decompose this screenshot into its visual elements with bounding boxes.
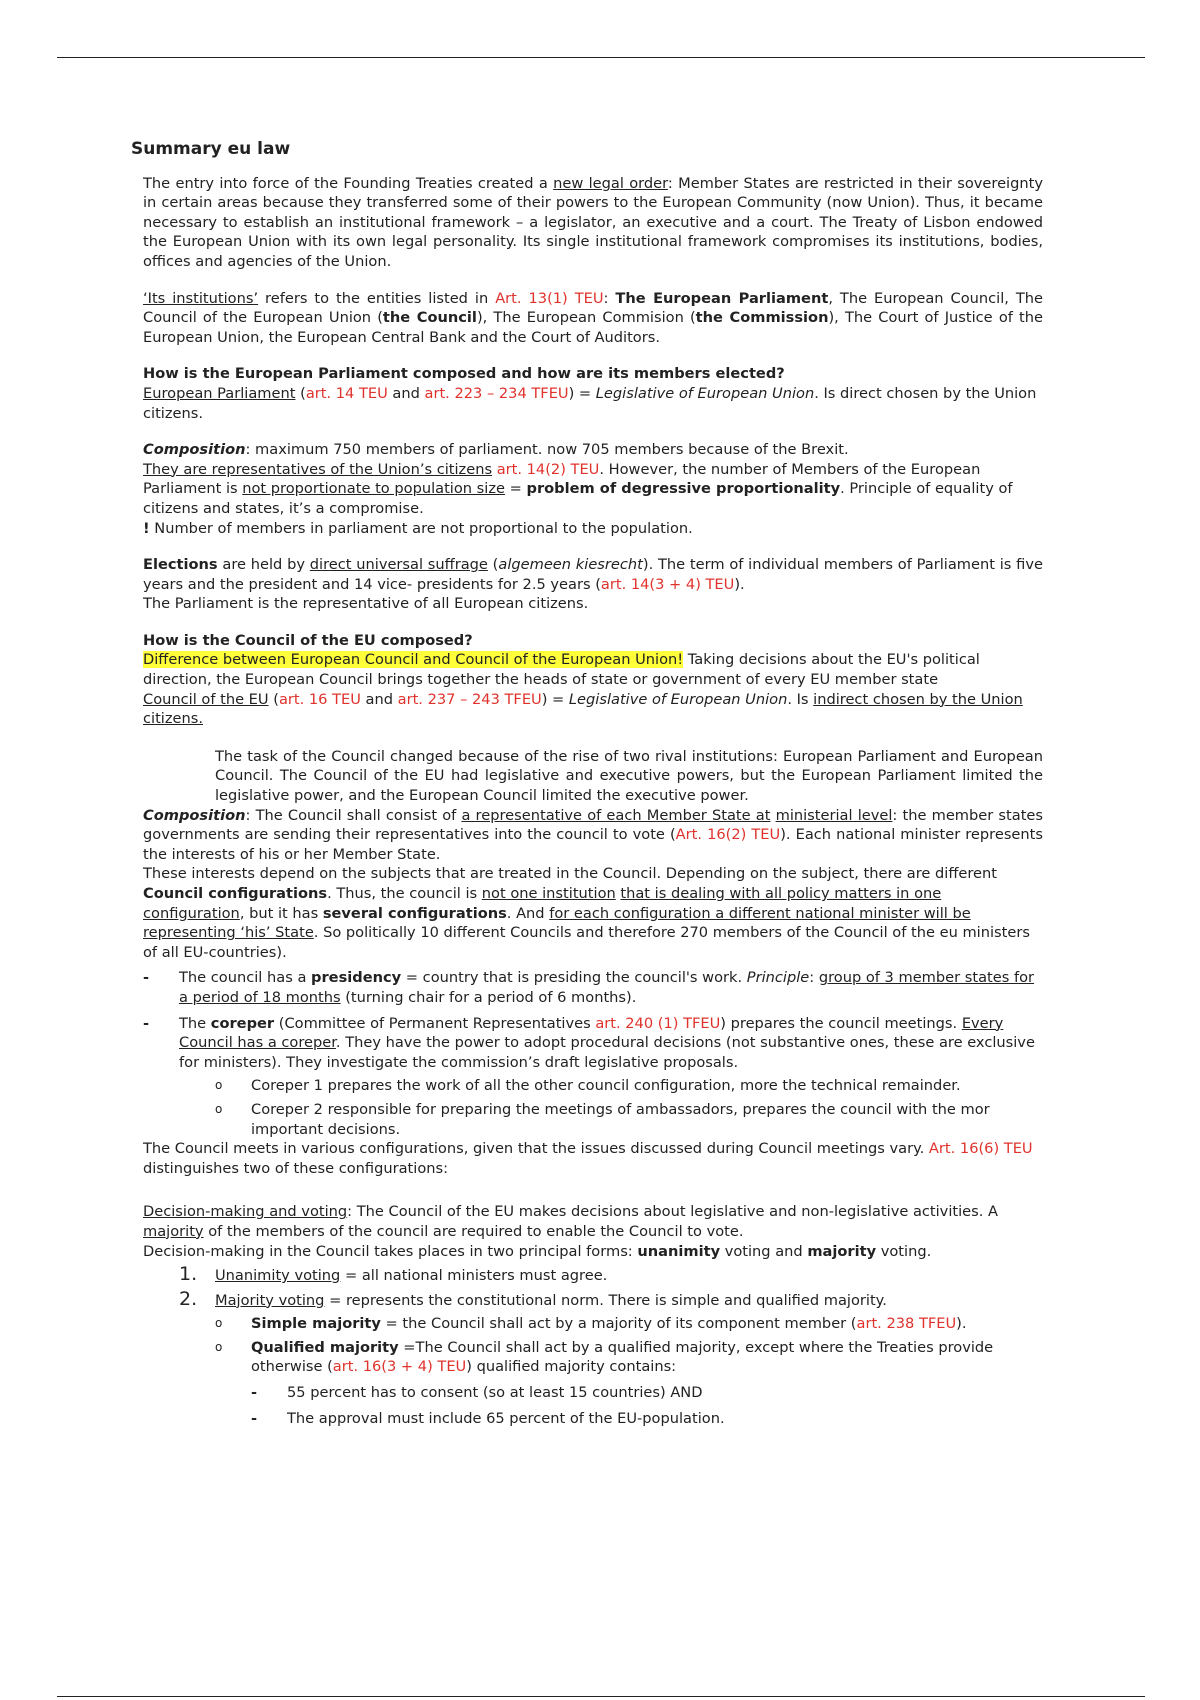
list-item xyxy=(215,1076,1043,1096)
list-item xyxy=(143,968,1043,1007)
qualified-majority-text: Qualified majority =The Council shall act by a qualified majority, except where the Treaties provide otherwise (art. 16(3 + 4) TEU) qualified majority contains: xyxy=(251,1338,994,1376)
condition-2-text: The approval must include 65 percent of the EU-population. xyxy=(287,1409,725,1427)
ep-representative-line: The Parliament is the representative of all European citizens. xyxy=(143,595,589,613)
council-question-heading: How is the Council of the EU composed? xyxy=(143,631,473,649)
council-task-block: The task of the Council changed because of the rise of two rival institutions: European Parliament and European Council. The Council of the EU had legislative and executive powers, but the European Parliament limited the legislative power, and the European Council limited the executive power. xyxy=(215,747,1043,805)
list-number: 2. xyxy=(179,1287,198,1310)
list-item xyxy=(179,1265,1043,1286)
council-definition: Council of the EU (art. 16 TEU and art. 237 – 243 TFEU) = Legislative of European Union. Is indirect chosen by the Union citizens. xyxy=(143,690,1023,728)
coreper-text: The coreper (Committee of Permanent Representatives art. 240 (1) TFEU) prepares the council meetings. Every Council has a coreper. They have the power to adopt procedural decisions (not substantive ones, these are exclusive for ministers). They investigate the commission’s draft legislative proposals. xyxy=(179,1014,1035,1071)
circle-bullet: o xyxy=(215,1078,223,1093)
council-configurations: These interests depend on the subjects that are treated in the Council. Depending on the subject, there are different Council configurations. Thus, the council is not one institution that is dealing with all policy matters in one configuration, but it has several configurations. And for each configuration a different national minister will be representing ‘his’ State. So politically 10 different Councils and therefore 270 members of the Council of the eu ministers of all EU-countries). xyxy=(143,865,1030,961)
circle-bullet: o xyxy=(215,1101,223,1116)
circle-bullet: o xyxy=(215,1339,223,1354)
bottom-rule xyxy=(57,1696,1145,1697)
decision-forms: Decision-making in the Council takes places in two principal forms: unanimity voting and majority voting. xyxy=(143,1242,932,1260)
intro-paragraph: The entry into force of the Founding Treaties created a new legal order: Member States are restricted in their sovereignty in certain areas because they transferred some of their powers to the European Community (now Union). Thus, it became necessary to establish an institutional framework – a legislator, an executive and a court. The Treaty of Lisbon endowed the European Union with its own legal personality. Its single institutional framework compromises its institutions, bodies, offices and agencies of the Union. xyxy=(143,174,1043,270)
list-item xyxy=(179,1287,1043,1311)
list-item xyxy=(143,1014,1043,1073)
list-item xyxy=(251,1383,1043,1403)
condition-1-text: 55 percent has to consent (so at least 15 countries) AND xyxy=(287,1384,703,1402)
ep-proportion-note: ! Number of members in parliament are not proportional to the population. xyxy=(143,519,693,537)
coreper-2-text: Coreper 2 responsible for preparing the meetings of ambassadors, prepares the council with the mor important decisions. xyxy=(251,1100,990,1138)
list-number: 1. xyxy=(179,1263,198,1286)
top-rule xyxy=(57,57,1145,58)
decision-making: Decision-making and voting: The Council of the EU makes decisions about legislative and non-legislative activities. A majority of the members of the council are required to enable the Council to vote. xyxy=(143,1203,998,1240)
list-item xyxy=(215,1338,1043,1377)
majority-text: Majority voting = represents the constitutional norm. There is simple and qualified majority. xyxy=(215,1291,887,1309)
council-difference: Difference between European Council and Council of the European Union! Taking decisions about the EU's political direction, the European Council brings together the heads of state or government of every EU member state xyxy=(143,651,980,689)
unanimity-text: Unanimity voting = all national ministers must agree. xyxy=(215,1267,608,1285)
presidency-text: The council has a presidency = country that is presiding the council's work. Principle: group of 3 member states for a period of 18 months (turning chair for a period of 6 months). xyxy=(179,969,1035,1006)
ep-question-heading: How is the European Parliament composed and how are its members elected? xyxy=(143,365,785,383)
list-item xyxy=(215,1314,1043,1334)
ep-elections: Elections are held by direct universal suffrage (algemeen kiesrecht). The term of individual members of Parliament is five years and the president and 14 vice- presidents for 2.5 years (art. 14(3 + 4) TEU). xyxy=(143,556,1043,593)
simple-majority-text: Simple majority = the Council shall act by a majority of its component member (art. 238 TFEU). xyxy=(251,1315,967,1333)
council-composition: Composition: The Council shall consist of a representative of each Member State at ministerial level: the member states governments are sending their representatives into the council to vote (Art. 16(2) TEU). Each national minister represents the interests of his or her Member State. xyxy=(143,806,1044,863)
list-item xyxy=(215,1100,1043,1139)
dash-bullet: - xyxy=(143,969,150,987)
highlighted-text: Difference between European Council and Council of the European Union! xyxy=(143,651,684,669)
ep-composition: Composition: maximum 750 members of parliament. now 705 members because of the Brexit. xyxy=(143,441,849,459)
dash-bullet: - xyxy=(251,1409,258,1427)
coreper-1-text: Coreper 1 prepares the work of all the other council configuration, more the technical remainder. xyxy=(251,1077,961,1095)
circle-bullet: o xyxy=(215,1316,223,1331)
list-item xyxy=(251,1409,1043,1429)
page-title: Summary eu law xyxy=(131,139,291,159)
council-meets: The Council meets in various configurations, given that the issues discussed during Council meetings vary. Art. 16(6) TEU distinguishes two of these configurations: xyxy=(143,1140,1033,1177)
ep-representatives: They are representatives of the Union’s citizens art. 14(2) TEU. However, the number of Members of the European Parliament is not proportionate to population size = problem of degressive proportionality. Principle of equality of citizens and states, it’s a compromise. xyxy=(143,460,1013,517)
ep-definition: European Parliament (art. 14 TEU and art. 223 – 234 TFEU) = Legislative of European Union. Is direct chosen by the Union citizens. xyxy=(143,384,1037,422)
dash-bullet: - xyxy=(251,1384,258,1402)
document-body xyxy=(131,139,1044,1428)
dash-bullet: - xyxy=(143,1014,150,1032)
institutions-paragraph: ‘Its institutions’ refers to the entities listed in Art. 13(1) TEU: The European Parliament, The European Council, The Council of the European Union (the Council), The European Commision (the Commission), The Court of Justice of the European Union, the European Central Bank and the Court of Auditors. xyxy=(143,289,1044,346)
exclamation-icon: ! xyxy=(143,519,150,537)
